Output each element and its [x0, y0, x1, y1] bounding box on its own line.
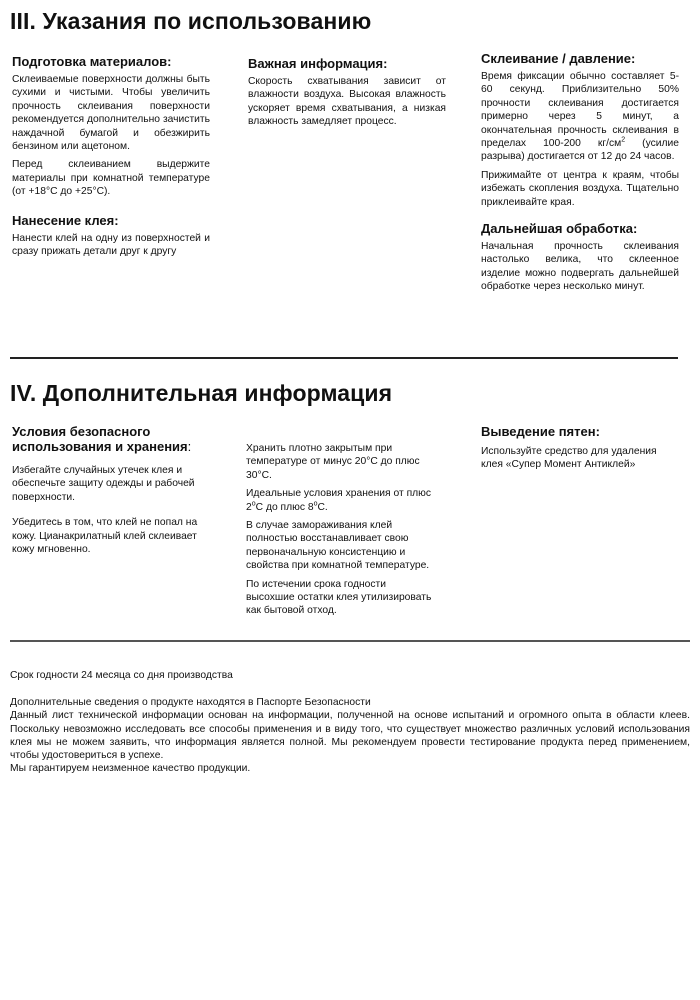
storage-column: [246, 442, 436, 623]
quality-guarantee: Мы гарантируем неизменное качество продукции.: [10, 763, 251, 775]
bonding-heading: Склеивание / давление:: [481, 51, 636, 66]
important-heading: Важная информация:: [248, 56, 388, 71]
storage-paragraph-1: Хранить плотно закрытым при температуре от минус 20°С до плюс 30°С.: [246, 443, 420, 481]
storage-degree-1: о: [251, 500, 256, 508]
shelf-life: Срок годности 24 месяца со дня производства: [10, 670, 233, 681]
preparation-heading: Подготовка материалов:: [12, 54, 172, 69]
further-processing-paragraph: Начальная прочность склеивания настолько велика, что склеенное изделие можно подвергать дальнейшей обработке через несколько минут.: [481, 241, 679, 293]
section-divider: [10, 357, 678, 359]
important-column: [248, 56, 446, 134]
safety-paragraph-2: Убедитесь в том, что клей не попал на кожу. Цианакрилатный клей склеивает кожу мгновенно.: [12, 517, 198, 556]
bonding-text-a: Время фиксации обычно составляет 5-60 секунд. Приблизительно 50% прочности склеивания достигается примерно через 5 минут, а окончательная прочность склеивания в пределах 100-200 кг/см: [481, 71, 679, 150]
preparation-column: [12, 54, 210, 263]
application-paragraph: Нанести клей на одну из поверхностей и сразу прижать детали друг к другу: [12, 232, 210, 258]
bonding-paragraph-1: [481, 70, 679, 164]
storage-paragraph-4: По истечении срока годности высохшие остатки клея утилизировать как бытовой отход.: [246, 578, 432, 617]
safety-heading-colon: :: [187, 439, 192, 454]
safety-heading-text: Условия безопасного использования и хранения: [12, 424, 188, 454]
section-3-title: III. Указания по использованию: [10, 8, 372, 34]
important-paragraph: Скорость схватывания зависит от влажности воздуха. Высокая влажность ускоряет время схватывания, а низкая влажность замедляет процесс.: [248, 76, 446, 128]
safety-heading: [12, 424, 210, 454]
further-processing-heading: Дальнейшая обработка:: [481, 221, 638, 237]
bonding-superscript: 2: [621, 136, 626, 144]
passport-note: Дополнительные сведения о продукте находятся в Паспорте Безопасности: [10, 697, 371, 709]
application-heading: Нанесение клея:: [12, 212, 119, 228]
storage-degree-2: о: [313, 500, 318, 508]
storage-paragraph-2: [246, 487, 436, 514]
section-4-title: IV. Дополнительная информация: [10, 380, 393, 406]
footer-divider: [10, 640, 690, 642]
storage-text-b: С до плюс 8: [255, 501, 314, 513]
storage-paragraph-3: В случае замораживания клей полностью восстанавливает свою первоначальную консистенцию и свойства при комнатной температуре.: [246, 520, 430, 572]
bonding-text-b: (усилие разрыва) достигается от 12 до 24 часов.: [481, 138, 679, 163]
stains-column: [481, 424, 671, 477]
footer: [10, 669, 690, 775]
storage-text-a: Идеальные условия хранения от плюс 2: [246, 488, 432, 513]
stains-paragraph: Используйте средство для удаления клея «Супер Момент Антиклей»: [481, 446, 657, 471]
bonding-paragraph-2: Прижимайте от центра к краям, чтобы избежать скопления воздуха. Тщательно приклеивайте края.: [481, 169, 679, 208]
safety-paragraph-1: Избегайте случайных утечек клея и обеспечьте защиту одежды и рабочей поверхности.: [12, 465, 195, 503]
safety-column: [12, 424, 210, 561]
preparation-paragraph-1: Склеиваемые поверхности должны быть сухими и чистыми. Чтобы увеличить прочность склеивания поверхности рекомендуется дополнительно зачистить наждачной бумагой и обезжирить бензином или ацетоном.: [12, 74, 210, 153]
disclaimer: Данный лист технической информации основан на информации, полученной на основе испытаний и огромного опыта в области клеев. Поскольку невозможно исследовать все способы применения и в виду того, что существует множество различных условий использования клея мы не можем заявить, что информация является полной. Мы рекомендуем провести тестирование продукта перед применением, чтобы удостовериться в успехе.: [10, 710, 690, 762]
storage-text-c: С.: [317, 501, 328, 513]
bonding-column: [481, 51, 679, 299]
preparation-paragraph-2: Перед склеиванием выдержите материалы при комнатной температуре (от +18°С до +25°С).: [12, 159, 210, 198]
stains-heading: Выведение пятен:: [481, 424, 600, 439]
